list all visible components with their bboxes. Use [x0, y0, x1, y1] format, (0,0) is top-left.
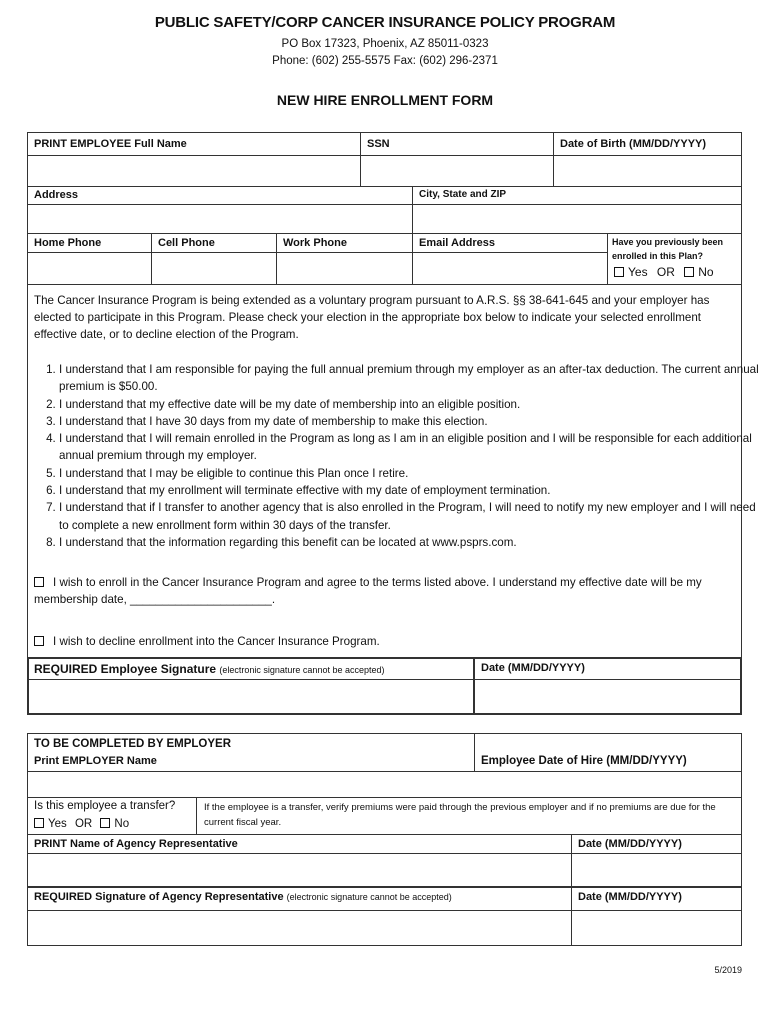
- previous-no-label: No: [698, 265, 714, 279]
- dob-label: Date of Birth (MM/DD/YYYY): [560, 138, 707, 150]
- home-phone-field[interactable]: [28, 253, 151, 283]
- terms-list: [34, 361, 764, 551]
- rep-date-field[interactable]: [572, 854, 741, 886]
- email-field[interactable]: [413, 253, 607, 283]
- previous-enrolled-label-line2: enrolled in this Plan?: [612, 251, 704, 261]
- city-state-zip-field[interactable]: [413, 205, 741, 233]
- form-version: 5/2019: [714, 965, 742, 975]
- previous-enrolled-label-line1: Have you previously been: [612, 237, 724, 247]
- cell-phone-label: Cell Phone: [158, 237, 215, 249]
- program-title: PUBLIC SAFETY/CORP CANCER INSURANCE POLICY PROGRAM: [154, 14, 616, 31]
- rep-name-label: PRINT Name of Agency Representative: [34, 838, 238, 850]
- rep-name-field[interactable]: [28, 854, 571, 886]
- cell-phone-field[interactable]: [152, 253, 276, 283]
- hire-date-label: Employee Date of Hire (MM/DD/YYYY): [481, 755, 687, 767]
- previous-yes-checkbox[interactable]: [614, 267, 624, 277]
- employer-name-label: Print EMPLOYER Name: [34, 755, 157, 767]
- list-item: 5. I understand that I may be eligible to continue this Plan once I retire.: [59, 465, 764, 482]
- list-item: 7. I understand that if I transfer to another agency that is also enrolled in the Program, I will need to notify my new employer and I will need to complete a new enrollment form within 30 days of the transfer.: [59, 499, 764, 534]
- employee-signature-date-label: Date (MM/DD/YYYY): [481, 662, 585, 674]
- list-item: 2. I understand that my effective date will be my date of membership into an eligible position.: [59, 396, 764, 413]
- address-field[interactable]: [28, 205, 412, 233]
- rep-signature-title: REQUIRED Signature of Agency Representative: [34, 891, 284, 903]
- enroll-checkbox[interactable]: [34, 577, 44, 587]
- rep-signature-label: [34, 891, 452, 903]
- address-label: Address: [34, 189, 79, 201]
- employer-name-field[interactable]: [28, 772, 474, 796]
- list-item: 1. I understand that I am responsible for paying the full annual premium through my employer as an after-tax deduction. The current annual premium is $50.00.: [59, 361, 764, 396]
- ssn-label: SSN: [367, 138, 390, 150]
- transfer-or-label: OR: [74, 818, 93, 830]
- list-item: 4. I understand that I will remain enrolled in the Program as long as I am in an eligible position and I will be responsible for each additional annual premium through my employer.: [59, 430, 764, 465]
- list-item: 6. I understand that my enrollment will terminate effective with my date of employment termination.: [59, 482, 764, 499]
- employee-signature-note: (electronic signature cannot be accepted): [219, 665, 385, 675]
- employee-name-label: PRINT EMPLOYEE Full Name: [34, 138, 187, 150]
- transfer-question: Is this employee a transfer?: [34, 800, 176, 812]
- employer-heading: TO BE COMPLETED BY EMPLOYER: [34, 738, 232, 750]
- rep-date-label: Date (MM/DD/YYYY): [578, 838, 682, 850]
- decline-checkbox[interactable]: [34, 636, 44, 646]
- list-item: 3. I understand that I have 30 days from my date of membership to make this election.: [59, 413, 764, 430]
- previous-no-checkbox[interactable]: [684, 267, 694, 277]
- rep-signature-field[interactable]: [28, 911, 571, 945]
- work-phone-label: Work Phone: [283, 237, 347, 249]
- previous-or-label: OR: [656, 265, 675, 279]
- rep-signature-date-field[interactable]: [572, 911, 741, 945]
- transfer-choice: [34, 818, 129, 830]
- dob-field[interactable]: [554, 156, 741, 186]
- work-phone-field[interactable]: [277, 253, 412, 283]
- city-label: City, State and ZIP: [419, 189, 507, 200]
- employee-signature-title: REQUIRED Employee Signature: [34, 662, 217, 676]
- email-label: Email Address: [419, 237, 496, 249]
- employee-signature-date-field[interactable]: [476, 681, 740, 713]
- hire-date-field[interactable]: [475, 772, 741, 796]
- rep-signature-note: (electronic signature cannot be accepted): [286, 892, 452, 902]
- ssn-field[interactable]: [361, 156, 553, 186]
- list-item: 8. I understand that the information regarding this benefit can be located at www.psprs.com.: [59, 534, 764, 551]
- employee-signature-label: [34, 662, 385, 676]
- decline-option-text: I wish to decline enrollment into the Cancer Insurance Program.: [53, 635, 380, 648]
- employee-signature-field[interactable]: [29, 681, 472, 713]
- transfer-no-label: No: [114, 818, 130, 830]
- program-address: PO Box 17323, Phoenix, AZ 85011-0323: [281, 38, 489, 50]
- employee-name-field[interactable]: [28, 156, 360, 186]
- previous-enrolled-choice: [614, 265, 714, 279]
- transfer-yes-checkbox[interactable]: [34, 818, 44, 828]
- decline-option: [34, 633, 739, 650]
- home-phone-label: Home Phone: [34, 237, 102, 249]
- program-phone: Phone: (602) 255-5575 Fax: (602) 296-2371: [272, 55, 498, 67]
- enroll-option: [34, 574, 739, 608]
- transfer-yes-label: Yes: [48, 818, 67, 830]
- transfer-no-checkbox[interactable]: [100, 818, 110, 828]
- previous-yes-label: Yes: [628, 265, 648, 279]
- form-title: NEW HIRE ENROLLMENT FORM: [276, 92, 494, 108]
- enroll-option-text: I wish to enroll in the Cancer Insurance Program and agree to the terms listed above. I understand my effective date will be my membership date, ______________________.: [34, 576, 702, 606]
- rep-signature-date-label: Date (MM/DD/YYYY): [578, 891, 682, 903]
- transfer-note: If the employee is a transfer, verify premiums were paid through the previous employer and if no premiums are due for the current fiscal year.: [204, 802, 716, 828]
- intro-paragraph: The Cancer Insurance Program is being extended as a voluntary program pursuant to A.R.S. §§ 38-641-645 and your employer has elected to participate in this Program. Please check your election in the appropriate box below to indicate your selected enrollment effective date, or to decline election of the Program.: [34, 294, 710, 341]
